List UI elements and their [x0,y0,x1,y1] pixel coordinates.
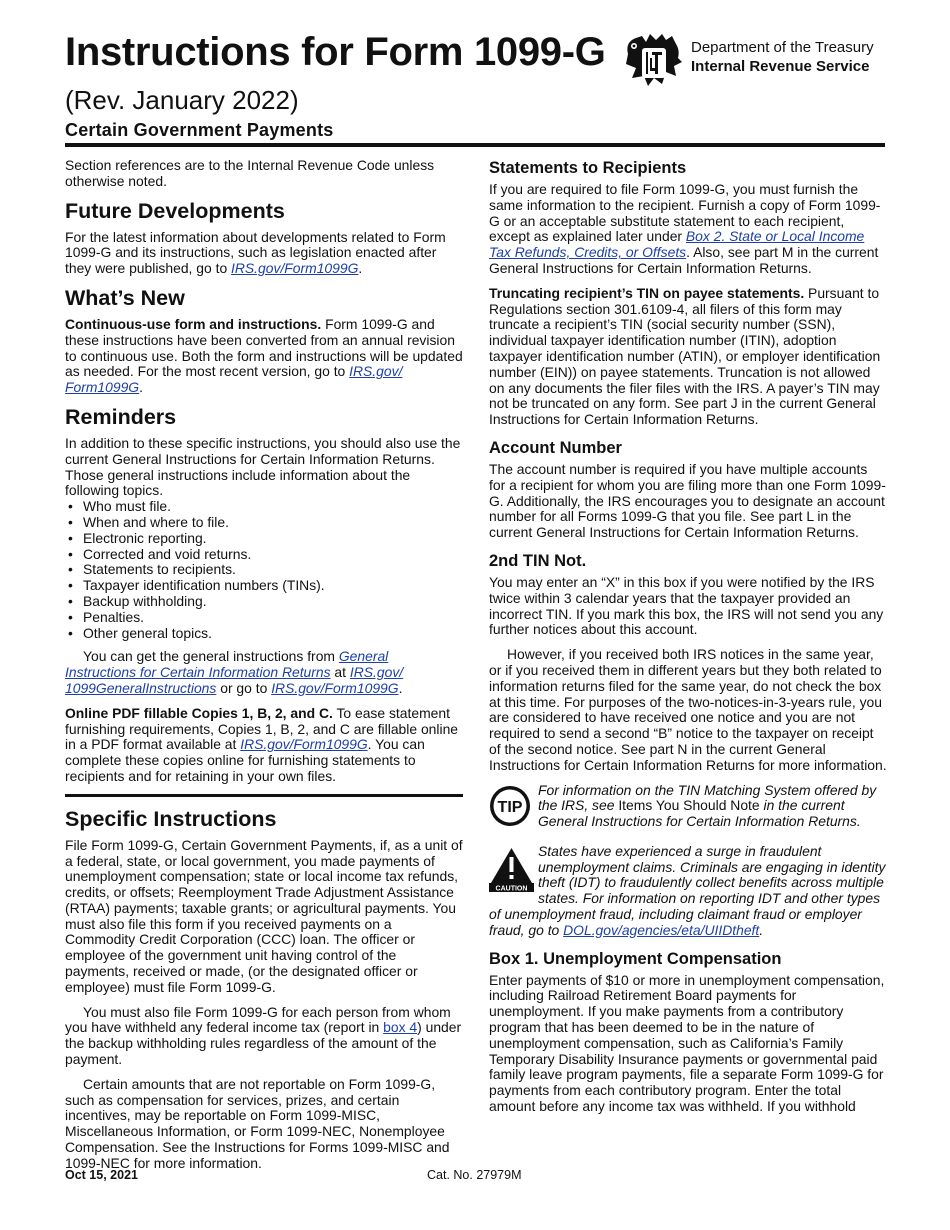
tip-note [489,783,887,830]
revision-date: (Rev. January 2022) [65,85,299,115]
second-tin-text-2: However, if you received both IRS notices in the same year, or if you received them in different years but they both related to information returns filed for the same year, do not check the box at this time. For purposes of the two-notices-in-3-years rule, you are considered to have received one notice and you are not required to send a second “B” notice to the taxpayer on receipt of the second notice. See part N in the current General Instructions for Certain Information Returns for more information. [489,646,887,773]
form1099g-link[interactable]: IRS.gov/Form1099G [231,260,359,277]
pdf-fillable-lead: Online PDF fillable Copies 1, B, 2, and C. [65,704,333,721]
future-developments-heading: Future Developments [65,198,285,223]
tip-icon [489,785,531,827]
second-tin-text: You may enter an “X” in this box if you were notified by the IRS twice within 3 calendar years that the taxpayer provided an incorrect TIN. If you mark this box, the IRS will not send you any further notices about this account. [489,573,884,638]
whats-new-text: Continuous-use form and instructions. Form 1099-G and these instructions have been converted from an annual revision to continuous use. Both the form and instructions will be updated as needed. For the most recent version, go to IRS.gov/ Form1099G. [65,315,463,396]
list-item: • Taxpayer identification numbers (TINs). [65,578,463,594]
continuous-use-lead: Continuous-use form and instructions. [65,315,322,332]
dol-idtheft-link[interactable]: DOL.gov/agencies/eta/UIIDtheft [563,921,760,938]
tip-badge-text: TIP [497,798,523,816]
list-item: • Corrected and void returns. [65,547,463,563]
caution-text: States have experienced a surge in fraudulent unemployment claims. Criminals are engaging in identity theft (IDT) to fraudulently collect benefits across multiple states. For information on reporting IDT and other types of unemployment fraud, including claimant fraud or employer fraud, go to DOL.gov/agencies/eta/UIIDtheft. [489,842,886,938]
box4-link[interactable]: box 4 [383,1019,418,1036]
catalog-number: Cat. No. 27979M [427,1168,522,1182]
list-item: • Statements to recipients. [65,562,463,578]
list-item: • Penalties. [65,610,463,626]
department-name [691,38,874,76]
department-line: Department of the Treasury [691,39,874,56]
caution-icon [489,846,534,892]
caution-badge-text: CAUTION [495,885,528,892]
list-item: • When and where to file. [65,515,463,531]
general-instructions-text: You can get the general instructions from General Instructions for Certain Information Returns at IRS.gov/ 1099GeneralInstructions or go to IRS.gov/Form1099G. [65,648,404,696]
list-item: • Backup withholding. [65,594,463,610]
list-item: • Other general topics. [65,626,463,642]
irs-eagle-logo-icon [622,32,684,88]
truncating-tin-text: Truncating recipient’s TIN on payee statements. Pursuant to Regulations section 301.6109-4, all filers of this form may truncate a recipient’s TIN (social security number (SSN), individual taxpayer identification number (ITIN), adoption taxpayer identification number (ATIN), or employer identification number (EIN)) on payee statements. Truncation is not allowed on any documents the filer files with the IRS. A payer’s TIN may not be truncated on any form. See part J in the current General Instructions for Certain Information Returns. [489,284,881,428]
specific-instructions-heading: Specific Instructions [65,806,277,831]
left-column [65,158,463,1181]
other-forms-text: Certain amounts that are not reportable on Form 1099-G, such as compensation for services, prizes, and certain incentives, may be reportable on Form 1099-MISC, Miscellaneous Information, or Form 1099-NEC, Nonemployee Compensation. See the Instructions for Forms 1099-MISC and 1099-NEC for more information. [65,1075,450,1171]
statements-text: If you are required to file Form 1099-G, you must furnish the same information to the recipient. Furnish a copy of Form 1099-G or an acceptable substitute statement to each recipient, except as explained later under Box 2. State or Local Income Tax Refunds, Credits, or Offsets. Also, see part M in the current General Instructions for Certain Information Returns. [489,181,881,276]
whats-new-heading: What’s New [65,285,185,310]
form1099g-link[interactable]: IRS.gov/Form1099G [240,736,368,753]
form1099g-link[interactable]: IRS.gov/ Form1099G [65,363,403,396]
reminders-text: In addition to these specific instructions, you should also use the current General Instructions for Certain Information Returns. Those general instructions include information about the following topics. [65,434,461,499]
account-number-heading: Account Number [489,438,622,457]
tip-text: For information on the TIN Matching System offered by the IRS, see Items You Should Note in the current General Instructions for Certain Information Returns. [538,781,877,830]
second-tin-heading: 2nd TIN Not. [489,551,587,570]
section-divider [65,794,463,797]
footer-date: Oct 15, 2021 [65,1168,138,1182]
box1-text: Enter payments of $10 or more in unemployment compensation, including Railroad Retirement Board payments for unemployment. If you make payments from a contributory program that has been deemed to be in the nature of unemployment compensation, such as California’s Family Temporary Disability Insurance payments or governmental paid family leave program payments, file a separate Form 1099-G for payments from each contributory program. Enter the total amount before any income tax was withheld. If you withhold [489,971,885,1115]
reminders-heading: Reminders [65,404,177,429]
right-column [489,158,887,1124]
header-rule [65,143,885,147]
form1099g-link[interactable]: IRS.gov/Form1099G [271,679,399,696]
list-item: • Who must file. [65,499,463,515]
pdf-fillable-text: Online PDF fillable Copies 1, B, 2, and C. To ease statement furnishing requirements, Copies 1, B, 2, and C are fillable online in a PDF format available at IRS.gov/Form1099G. You can complete these copies online for furnishing statements to recipients and for retaining in your own files. [65,704,459,784]
truncating-tin-lead: Truncating recipient’s TIN on payee statements. [489,284,805,301]
general-instructions-link[interactable]: General Instructions for Certain Information Returns [65,648,389,681]
backup-withholding-text: You must also file Form 1099-G for each person from whom you have withheld any federal income tax (report in box 4) under the backup withholding rules regardless of the amount of the payment. [65,1003,462,1068]
agency-line: Internal Revenue Service [691,58,870,75]
intro-text: Section references are to the Internal Revenue Code unless otherwise noted. [65,157,435,189]
page-title: Instructions for Form 1099-G [65,30,606,74]
statements-heading: Statements to Recipients [489,159,687,177]
topics-list [65,499,463,641]
box2-link[interactable]: Box 2. State or Local Income Tax Refunds, Credits, or Offsets [489,228,865,261]
future-developments-text: For the latest information about developments related to Form 1099-G and its instructions, such as legislation enacted after they were published, go to IRS.gov/Form1099G. [65,228,446,277]
account-number-text: The account number is required if you have multiple accounts for a recipient for whom you are filing more than one Form 1099-G. Additionally, the IRS encourages you to designate an account number for all Forms 1099-G that you file. See part L in the current General Instructions for Certain Information Returns. [489,460,886,541]
box1-heading: Box 1. Unemployment Compensation [489,949,782,968]
form-subtitle: Certain Government Payments [65,120,334,140]
items-you-should-note: Items You Should Note [618,797,760,814]
list-item: • Electronic reporting. [65,531,463,547]
specific-instructions-text: File Form 1099-G, Certain Government Payments, if, as a unit of a federal, state, or local government, you made payments of unemployment compensation; state or local income tax refunds, credits, or offsets; Reemployment Trade Adjustment Assistance (RTAA) payments; taxable grants; or agricultural payments. You must also file this form if you received payments on a Commodity Credit Corporation (CCC) loan. The officer or employee of the government unit having control of the payments, received or made, (or the designated officer or employee) must file Form 1099-G. [65,836,463,995]
caution-note [489,844,887,939]
general-instructions-url-link[interactable]: IRS.gov/ 1099GeneralInstructions [65,664,404,696]
